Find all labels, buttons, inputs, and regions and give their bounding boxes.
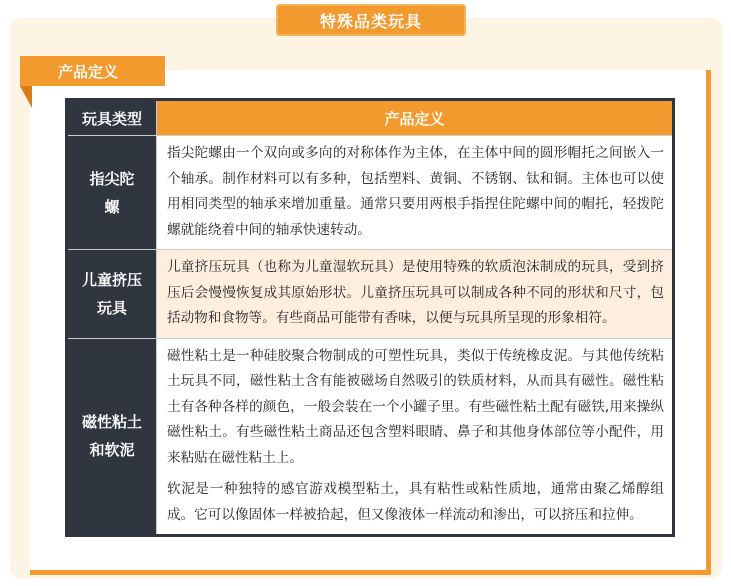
table-row (67, 338, 674, 536)
table-row (67, 250, 674, 339)
toy-type-cell (67, 338, 157, 536)
toy-type-label: 儿童挤压玩具 (81, 270, 142, 317)
page-title: 特殊品类玩具 (276, 4, 466, 36)
definition-paragraph: 儿童挤压玩具（也称为儿童湿软玩具）是使用特殊的软质泡沫制成的玩具，受到挤压后会慢慢恢复成其原始形状。儿童挤压玩具可以制成各种不同的形状和尺寸，包括动物和食物等。有些商品可能带有香味，以便与玩具所呈现的形象相符。 (167, 259, 664, 326)
definition-cell (157, 136, 674, 250)
definition-cell (157, 338, 674, 536)
table-header-row (67, 100, 674, 136)
ribbon-fold (20, 86, 32, 108)
definition-cell (157, 250, 674, 339)
toy-definition-table (65, 98, 675, 537)
table-row (67, 136, 674, 250)
header-definition: 产品定义 (157, 100, 674, 136)
toy-type-cell (67, 250, 157, 339)
definition-paragraph: 软泥是一种独特的感官游戏模型粘土，具有粘性或粘性质地，通常由聚乙烯醇组成。它可以像固体一样被拾起，但又像液体一样流动和渗出，可以挤压和拉伸。 (167, 481, 664, 523)
toy-type-label: 指尖陀螺 (89, 169, 135, 216)
section-ribbon: 产品定义 (20, 56, 165, 86)
definition-paragraph: 磁性粘土是一种硅胶聚合物制成的可塑性玩具，类似于传统橡皮泥。与其他传统粘土玩具不同，磁性粘土含有能被磁场自然吸引的铁质材料，从而具有磁性。磁性粘土有各种各样的颜色，一般会装在一个小罐子里。有些磁性粘土配有磁铁,用来操纵磁性粘土。有些磁性粘土商品还包含塑料眼睛、鼻子和其他身体部位等小配件，用来粘贴在磁性粘土上。 (167, 347, 664, 466)
header-toy-type: 玩具类型 (67, 100, 157, 136)
toy-type-cell (67, 136, 157, 250)
definition-paragraph: 指尖陀螺由一个双向或多向的对称体作为主体，在主体中间的圆形帽托之间嵌入一个轴承。制作材料可以有多种，包括塑料、黄铜、不锈钢、钛和铜。主体也可以使用相同类型的轴承来增加重量。通常只要用两根手指捏住陀螺中间的帽托，轻拨陀螺就能绕着中间的轴承快速转动。 (167, 145, 664, 238)
toy-type-label: 磁性粘土和软泥 (81, 413, 142, 460)
